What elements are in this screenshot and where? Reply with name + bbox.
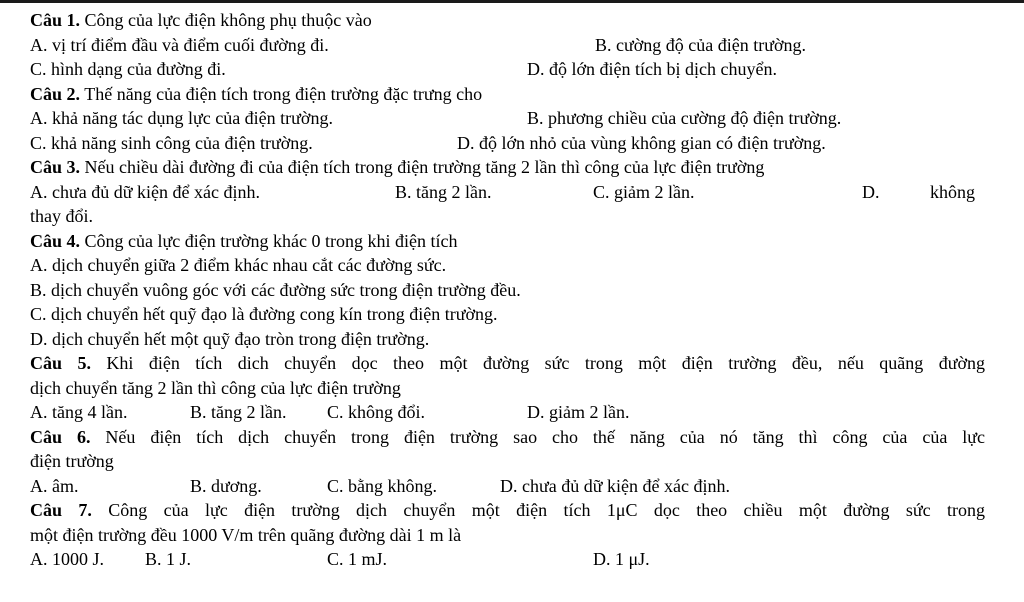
question-label: Câu 2. [30,83,81,104]
option-b: B. phương chiều của cường độ điện trường. [527,108,842,128]
option-a: A. tăng 4 lần. [30,402,128,422]
option-a: A. dịch chuyển giữa 2 điểm khác nhau cắt các đường sức. [30,255,447,275]
question-text-continuation: dịch chuyển tăng 2 lần thì công của lực điện trường [30,377,401,398]
question-2-options-row-1 [30,106,1020,131]
question-1-options-row-2 [30,57,1020,82]
option-d: D. 1 μJ. [593,549,650,569]
question-4-option-c [30,302,1020,327]
option-b: B. 1 J. [145,549,192,569]
question-4-option-b [30,278,1020,303]
question-7-options-row [30,547,1020,572]
question-1-options-row-1 [30,33,1020,58]
option-a: A. chưa đủ dữ kiện để xác định. [30,181,260,202]
document-page [30,8,1020,572]
option-d: D. chưa đủ dữ kiện để xác định. [500,475,730,496]
option-a: A. 1000 J. [30,549,105,569]
question-label: Câu 6. [30,426,91,447]
question-2-options-row-2 [30,131,1020,156]
option-d: D. giảm 2 lần. [527,402,630,422]
question-3-options-row-1 [30,180,1020,205]
option-d: D. độ lớn nhỏ của vùng không gian có điện trường. [457,132,826,153]
option-c: C. bằng không. [327,475,437,496]
question-5-options-row [30,400,1020,425]
question-1-stem [30,8,1020,33]
option-c: C. khả năng sinh công của điện trường. [30,132,313,153]
option-c: C. dịch chuyển hết quỹ đạo là đường cong kín trong điện trường. [30,304,498,324]
question-2-stem [30,82,1020,107]
question-text: Công của lực điện không phụ thuộc vào [84,10,372,30]
question-label: Câu 4. [30,230,81,251]
option-c: C. không đổi. [327,402,426,422]
question-label: Câu 3. [30,157,81,177]
question-text: Nếu chiều dài đường đi của điện tích trong điện trường tăng 2 lần thì công của lực điện trường [84,157,765,177]
option-b: B. cường độ của điện trường. [595,34,807,55]
option-b: B. tăng 2 lần. [395,181,492,202]
question-5-stem-line-2 [30,376,1020,401]
question-text-continuation: điện trường [30,451,114,471]
option-d: D. dịch chuyển hết một quỹ đạo tròn trong điện trường. [30,328,430,349]
question-6-stem-line-2 [30,449,1020,474]
question-4-stem [30,229,1020,254]
question-text: Công của lực điện trường khác 0 trong khi điện tích [84,230,458,251]
question-text-continuation: một điện trường đều 1000 V/m trên quãng đường dài 1 m là [30,524,462,545]
option-b: B. dương. [190,475,262,496]
option-a: A. âm. [30,475,79,496]
question-7-stem-line-2 [30,523,1020,548]
question-text: Khi điện tích dich chuyển dọc theo một đường sức trong một điện trường đều, nếu quãng đường [106,353,985,373]
option-a: A. vị trí điểm đầu và điểm cuối đường đi. [30,34,329,55]
question-5-stem-line-1 [30,351,985,376]
option-c: C. 1 mJ. [327,549,388,569]
question-text: Nếu điện tích dịch chuyển trong điện trường sao cho thế năng của nó tăng thì công của của lực [105,426,985,447]
option-d-text: không [930,181,975,202]
question-label: Câu 7. [30,500,92,520]
question-label: Câu 1. [30,10,81,30]
option-d: D. độ lớn điện tích bị dịch chuyển. [527,59,777,79]
option-a: A. khả năng tác dụng lực của điện trường. [30,108,333,128]
top-border [0,0,1024,3]
question-6-stem-line-1 [30,425,985,450]
question-3-options-row-2 [30,204,1020,229]
question-6-options-row [30,474,1020,499]
question-7-stem-line-1 [30,498,985,523]
option-d-continuation: thay đổi. [30,206,93,226]
option-b: B. tăng 2 lần. [190,402,287,422]
option-c: C. hình dạng của đường đi. [30,59,226,79]
question-3-stem [30,155,1020,180]
question-text: Công của lực điện trường dịch chuyển một điện tích 1μC dọc theo chiều một đường sức trong [108,500,985,520]
question-label: Câu 5. [30,353,91,373]
question-4-option-d [30,327,1020,352]
question-text: Thế năng của điện tích trong điện trường đặc trưng cho [84,83,483,104]
question-4-option-a [30,253,1020,278]
option-d-letter: D. [862,181,880,202]
option-c: C. giảm 2 lần. [593,181,695,202]
option-b: B. dịch chuyển vuông góc với các đường sức trong điện trường đều. [30,279,521,300]
